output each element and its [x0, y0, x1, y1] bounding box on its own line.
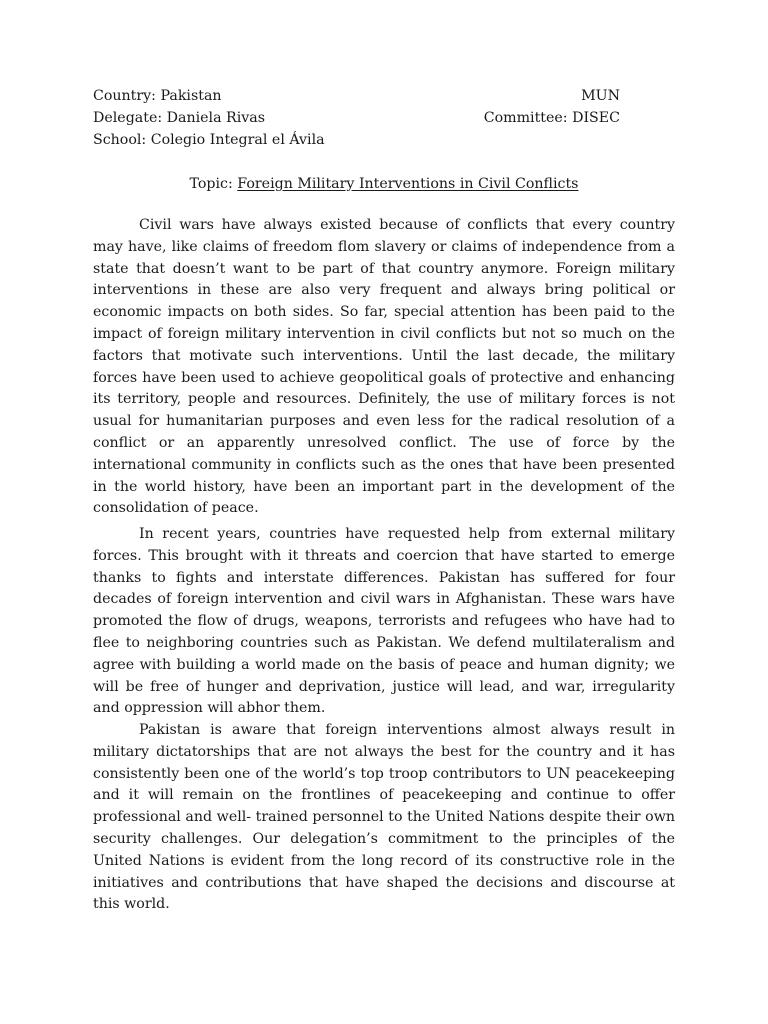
paragraph-1: Civil wars have always existed because of conflicts that every country may have, like claims of freedom flom slavery or claims of independence from a state that doesn’t want to be part of that country anymore. Foreign military interventions in these are also very frequent and always bring political or economic impacts on both sides. So far, special attention has been paid to the impact of foreign military intervention in civil conflicts but not so much on the factors that motivate such interventions. Until the last decade, the military forces have been used to achieve geopolitical goals of protective and enhancing its territory, people and resources. Definitely, the use of military forces is not usual for humanitarian purposes and even less for the radical resolution of a conflict or an apparently unresolved conflict. The use of force by the international community in conflicts such as the ones that have been presented in the world history, have been an important part in the development of the consolidation of peace. — [93, 217, 675, 517]
paragraph-2: In recent years, countries have requested help from external military forces. This brought with it threats and coercion that have started to emerge thanks to fights and interstate differences. Pakistan has suffered for four decades of foreign intervention and civil wars in Afghanistan. These wars have promoted the flow of drugs, weapons, terrorists and refugees who have had to flee to neighboring countries such as Pakistan. We defend multilateralism and agree with building a world made on the basis of peace and human dignity; we will be free of hunger and deprivation, justice will lead, and war, irregularity and oppression will abhor them. — [93, 526, 675, 717]
delegate-label: Delegate: Daniela Rivas — [93, 110, 266, 126]
header-row-delegate — [93, 108, 620, 130]
school-label: School: Colegio Integral el Ávila — [93, 132, 325, 148]
paragraph-3: Pakistan is aware that foreign interventions almost always result in military dictatorships that are not always the best for the country and it has consistently been one of the world’s top troop contributors to UN peacekeeping and it will remain on the frontlines of peacekeeping and continue to offer professional and well- trained personnel to the United Nations despite their own security challenges. Our delegation’s commitment to the principles of the United Nations is evident from the long record of its constructive role in the initiatives and contributions that have shaped the decisions and discourse at this world. — [93, 722, 675, 913]
header-row-school — [93, 130, 620, 152]
header-row-country — [93, 86, 620, 108]
topic-title: Foreign Military Interventions in Civil Conflicts — [237, 176, 579, 192]
topic-line — [0, 174, 768, 196]
country-label: Country: Pakistan — [93, 88, 222, 104]
mun-label: MUN — [581, 88, 620, 104]
topic-label: Topic: — [189, 176, 238, 192]
committee-label: Committee: DISEC — [483, 110, 620, 126]
